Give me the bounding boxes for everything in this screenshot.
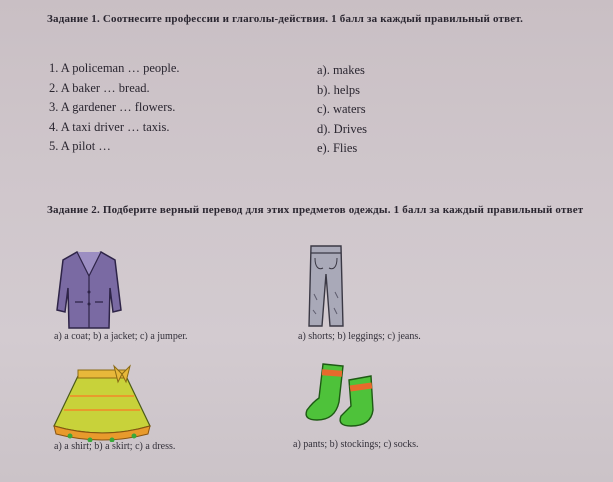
skirt-image bbox=[50, 360, 154, 442]
list-item: 1. A policeman … people. bbox=[49, 61, 180, 75]
list-item: d). Drives bbox=[317, 121, 367, 136]
task2-title: Задание 2. Подберите верный перевод для этих предметов одежды. 1 балл за каждый правильный ответ bbox=[47, 204, 584, 216]
list-item: 5. A pilot … bbox=[49, 139, 111, 153]
jacket-caption: a) a coat; b) a jacket; c) a jumper. bbox=[54, 331, 188, 342]
list-item: 2. A baker … bread. bbox=[49, 80, 150, 95]
list-item: 4. A taxi driver … taxis. bbox=[49, 119, 170, 134]
list-item: 3. A gardener … flowers. bbox=[49, 100, 176, 114]
skirt-caption: a) a shirt; b) a skirt; c) a dress. bbox=[54, 441, 176, 452]
list-item: b). helps bbox=[317, 82, 361, 97]
jeans-image bbox=[305, 244, 347, 328]
list-item: c). waters bbox=[317, 102, 366, 116]
verbs-list bbox=[317, 61, 367, 159]
jacket-image bbox=[55, 248, 123, 330]
socks-caption: a) pants; b) stockings; c) socks. bbox=[293, 439, 419, 450]
socks-image bbox=[297, 362, 385, 428]
task1-title: Задание 1. Соотнесите профессии и глаголы-действия. 1 балл за каждый правильный ответ. bbox=[47, 13, 524, 25]
list-item: e). Flies bbox=[317, 141, 358, 155]
jeans-caption: a) shorts; b) leggings; c) jeans. bbox=[298, 331, 421, 342]
professions-list bbox=[49, 59, 180, 157]
list-item: a). makes bbox=[317, 63, 365, 77]
